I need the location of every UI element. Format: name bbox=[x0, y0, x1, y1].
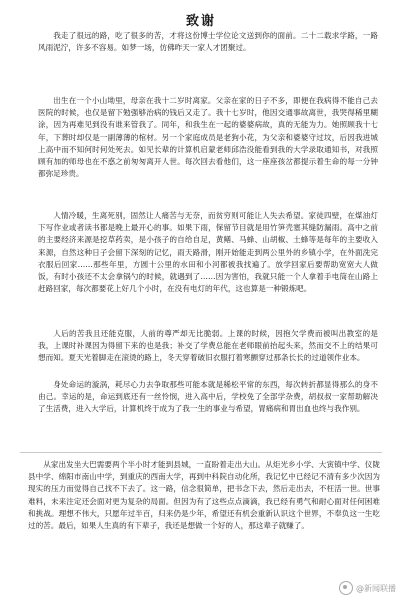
page-title: 致谢 bbox=[185, 14, 216, 29]
paragraph-opening: 我走了很远的路，吃了很多的苦，才将这份博士学位论文送到你的面前。二十二载求学路，一路风雨泥泞，许多不容易。如梦一场，仿佛昨天一家人才团聚过。 bbox=[38, 31, 378, 53]
watermark-text: @新闻联播 bbox=[356, 583, 396, 593]
paragraph-family: 出生在一个小山坳里，母亲在我十二岁时离家。父亲在家的日子不多，即便在我病得不能自己去医院的时候，也仅是留下勉强够治病的钱后又走了。我十七岁时，他因交通事故离世，我哭得稀里糊涂，因为再难见到没有谁来管我了。同年，和我生在一起的婆婆病故，真的无能为力。她照顾我十七年，下葬时却仅是一副薄薄的棺材。另一个家庭成员是老狗小花，为父亲和婆婆守过坟，后因我进城上高中而不知何时何处死去。如见长辈的计算机启蒙老师邱浩没能看到我的大学录取通知书，对我照顾有加的师母也在不惑之前匆匆离开人世。每次回去看他们，这一座座孩岔都提示着生命的每一分钟都弥足珍贵。 bbox=[38, 96, 378, 179]
section-divider bbox=[20, 452, 382, 453]
watermark bbox=[339, 581, 396, 595]
paragraph-poverty: 人情冷暖，生离死别，固然让人痛苦与无奈，而贫穷则可能让人失去希望。家徒四壁，在煤油灯下写作业或者读书都是晚上最开心的事。如果下雨，保留节目就是用竹笋壳塞其缝防漏雨。高中之前的主要经济来源是挖草药卖，是小孩子的自给自足，黄鳝、马蜂、山胡椒、土蜂等是每年的主要收入来源，自然这种日子会留下深刻的记忆，雨天路滑，刚开始能走到两公里外的乡镇小学，在外面洗完衣服后回家……那些年里，方圆十公里的水田和小河都被我找遍了。放学回家后要帮助宽宽大人做饭，有时小孩还不太会拿锅勺的时候，就遇到了……因为害怕，我就只能一个人拿着手电筒在山路上赶路回家，每次都要花上好几个小时，在没有电灯的年代，这也算是一种锻炼吧。 bbox=[38, 211, 378, 294]
weibo-logo-icon bbox=[339, 581, 353, 595]
paragraph-fate: 身处命运的漩涡，耗尽心力去争取那些可能本就是稀松平常的东西，每次转折都显得那么的身不由己。幸运的是，命运到底还有一丝怜悯，进入高中后，学校免了全部学杂费，胡叔叔一家帮助解决了生活费，进入大学后，计算机终于成为了我一生的事业与希望，胃痛病和胃出血也终与我作别。 bbox=[38, 380, 378, 414]
paragraph-dignity: 人后的苦我且还能克服，人前的尊严却无比脆弱。上课的时候，因抱欠学费而被叫出教室的是我，上课时补课因为得留下来的也是我；补交了学费总能在老师眼前抬起头来，然而交不上的结果可想而知。夏天光着脚走在滚烫的路上，冬天穿着破旧衣服打着寒颤穿过那条长长的过道领作业本。 bbox=[38, 329, 378, 363]
paragraph-journey: 从家出发坐大巴需要两个半小时才能到县城，一直盼着走出大山。从炬光乡小学、大寅镇中学、仪陇县中学、绵阳市南山中学，到重庆的西南大学，再到中科院自动化所，我记忆中已经记不清有多少次因为现实的压力而觉得自己找不下去了。这一路，信念很简单，把书念下去，然后走出去，不枉活一世。世事难料，未来注定还会面对更为复杂的局面。但因为有了这些点点滴滴，我已经有勇气和耐心面对任何困难和挑战。理想不伟大，只愿年过半百，归来仍是少年，希望还有机会重新认识这个世界，不奉负这一生吃过的苦。最后，如果人生真的有下辈子，我还是想做一个好的人，那这辈子就赚了。 bbox=[28, 460, 380, 531]
